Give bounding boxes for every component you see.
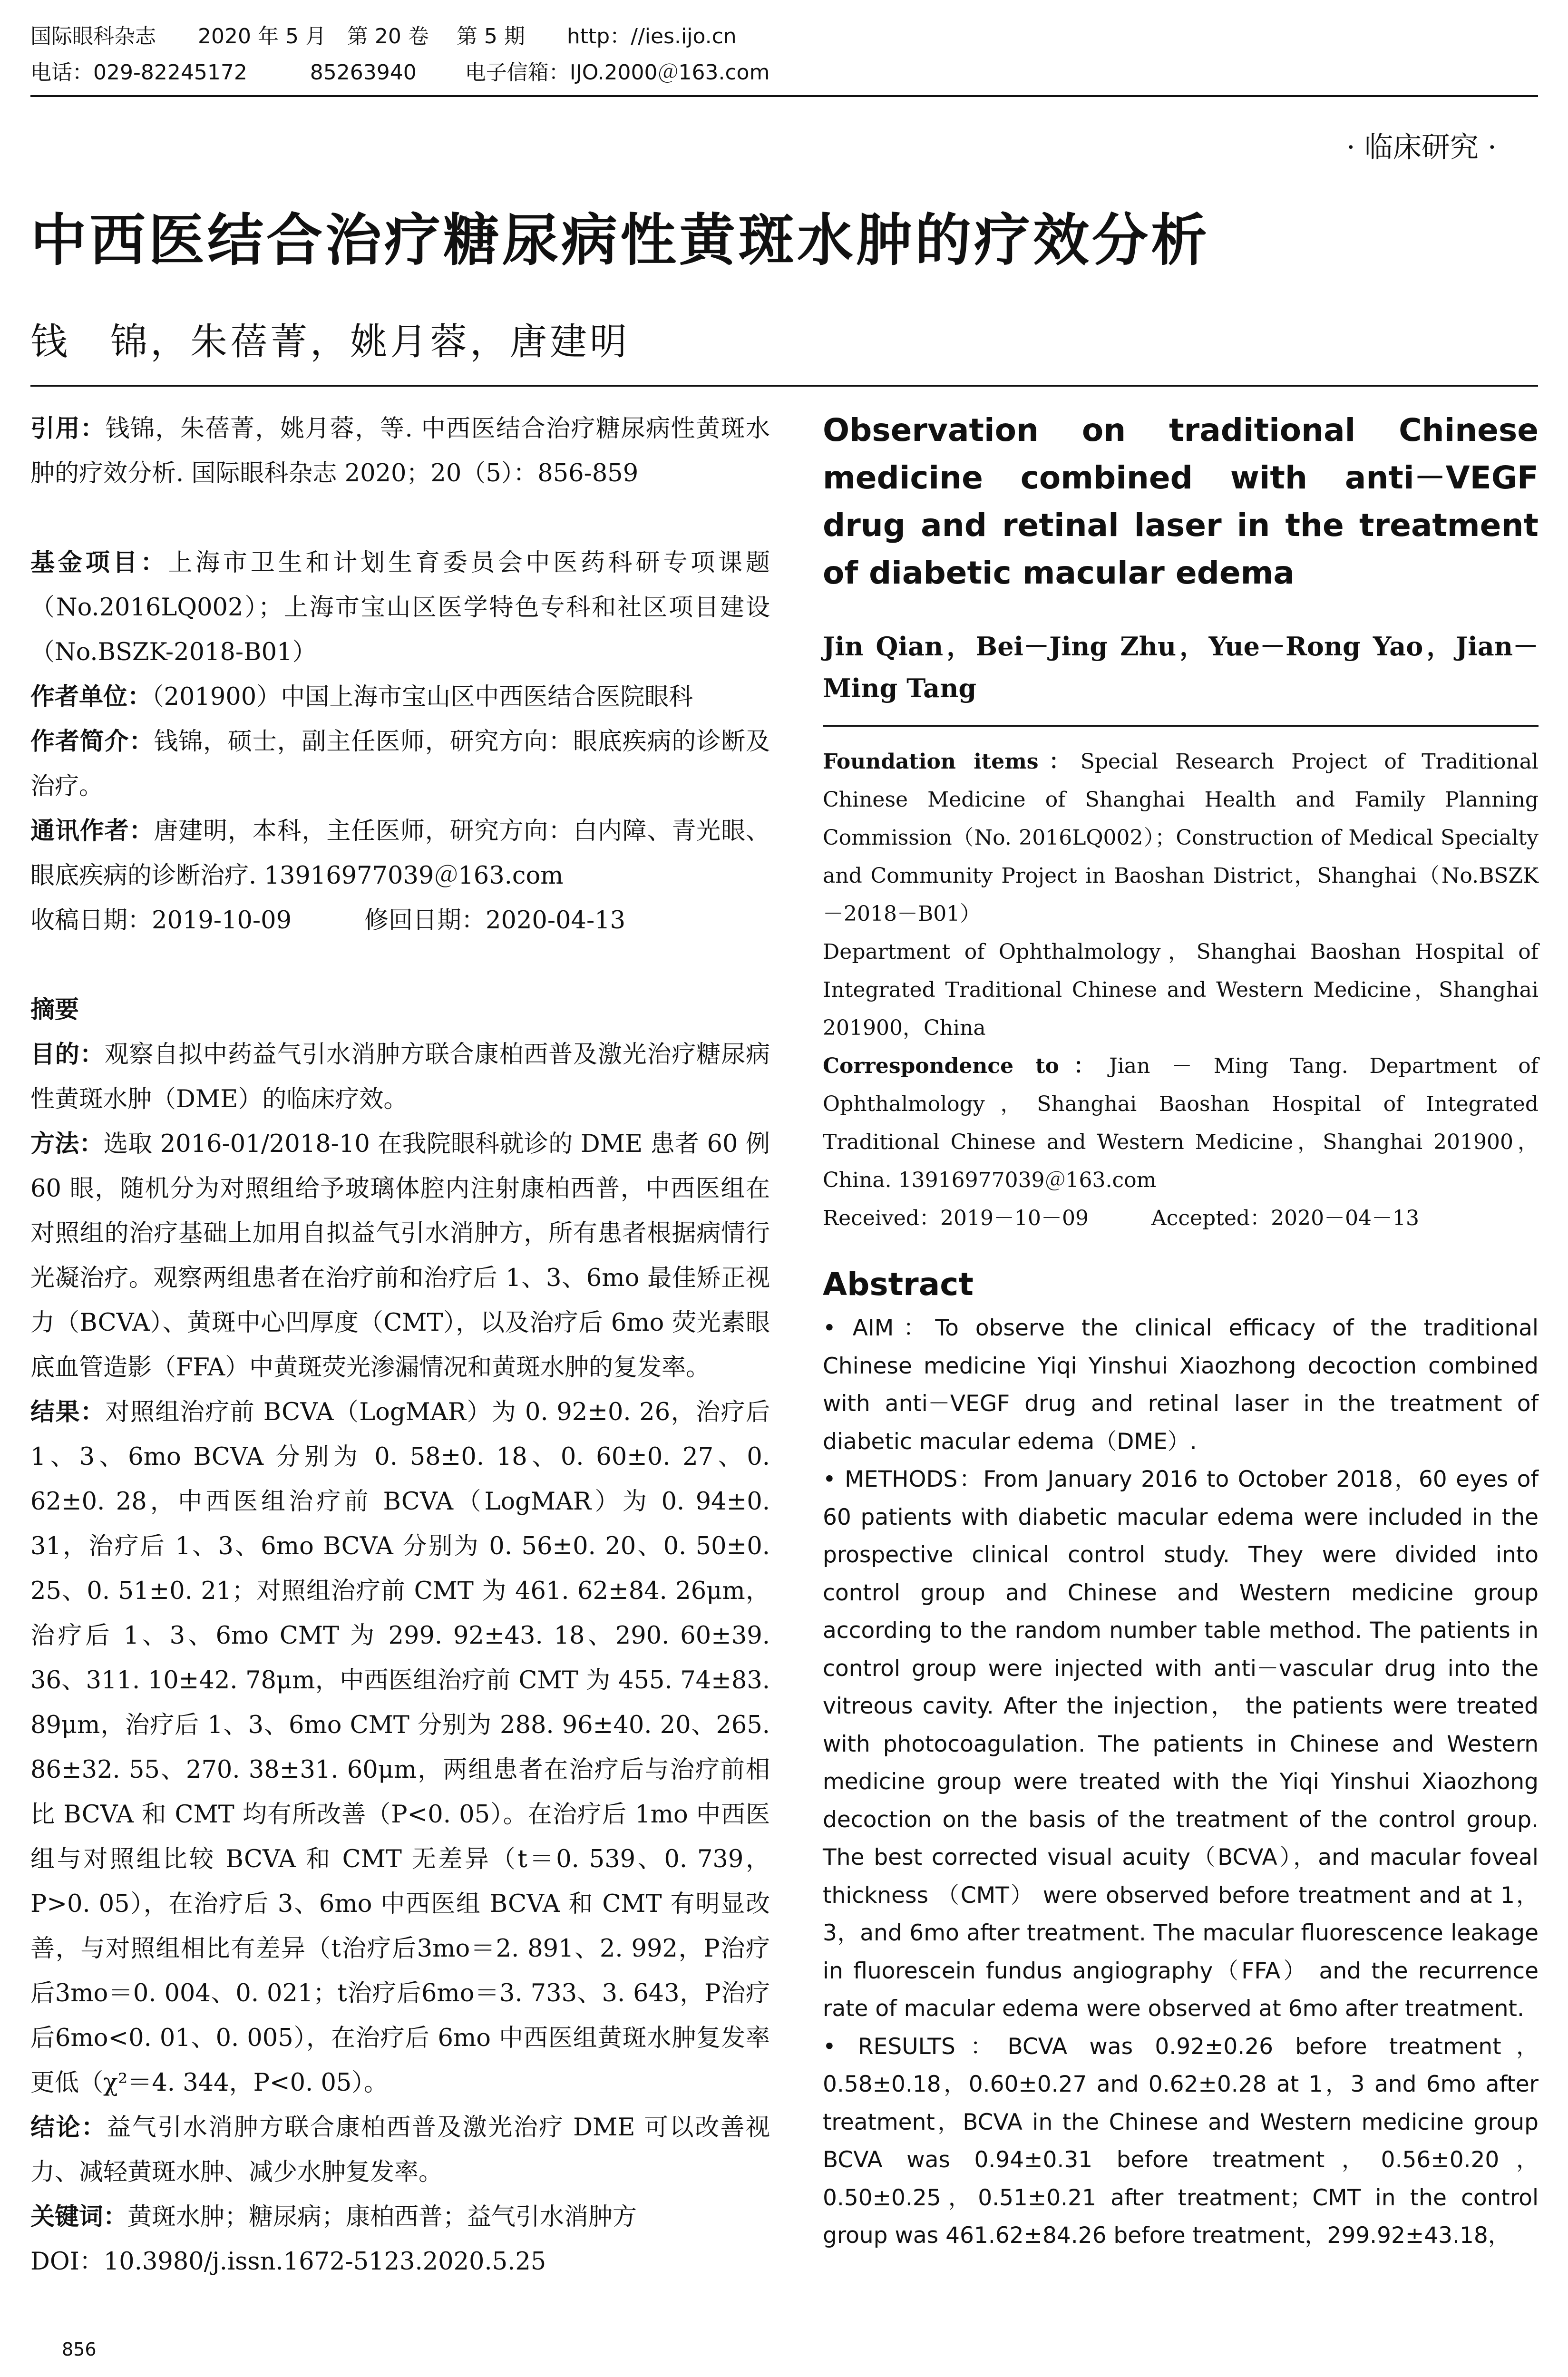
foundation-items-en: Foundation items：Special Research Project of Traditional Chinese Medicine of Shanghai Health and Family Planning Commission（No. 2016LQ002）；Construction of Medical Specialty and Community Project in Baoshan District，Shanghai（No.BSZK－2018－B01） — [823, 750, 1539, 926]
department-en: Department of Ophthalmology，Shanghai Baoshan Hospital of Integrated Traditional Chinese and Western Medicine，Shanghai 201900，China — [823, 940, 1539, 1040]
page-number: 856 — [62, 2339, 97, 2360]
abstract-results-cn: 结果：对照组治疗前 BCVA（LogMAR）为 0. 92±0. 26，治疗后 1、3、6mo BCVA 分别为 0. 58±0. 18、0. 60±0. 27、0. 62±0. 28，中西医组治疗前 BCVA（LogMAR）为 0. 94±0. 31，治疗后 1、3、6mo BCVA 分别为 0. 56±0. 20、0. 50±0. 25、0. 51±0. 21；对照组治疗前 CMT 为 461. 62±84. 26μm，治疗后 1、3、6mo CMT 为 299. 92±43. 18、290. 60±39. 36、311. 10±42. 78μm，中西医组治疗前 CMT 为 455. 74±83. 89μm，治疗后 1、3、6mo CMT 分别为 288. 96±40. 20、265. 86±32. 55、270. 38±31. 60μm，两组患者在治疗后与治疗前相比 BCVA 和 CMT 均有所改善（P<0. 05）。在治疗后 1mo 中西医组与对照组比较 BCVA 和 CMT 无差异（t＝0. 539、0. 739，P>0. 05），在治疗后 3、6mo 中西医组 BCVA 和 CMT 有明显改善，与对照组相比有差异（t治疗后3mo＝2. 891、2. 992，P治疗后3mo＝0. 004、0. 021；t治疗后6mo＝3. 733、3. 643，P治疗后6mo<0. 01、0. 005），在治疗后 6mo 中西医组黄斑水肿复发率更低（χ²＝4. 344，P<0. 05）。 — [30, 1398, 770, 2097]
abstract-heading-cn: 摘要 — [30, 996, 79, 1024]
dates-cn: 收稿日期：2019-10-09 修回日期：2020-04-13 — [30, 906, 626, 935]
citation: 引用：钱锦，朱蓓菁，姚月蓉，等. 中西医结合治疗糖尿病性黄斑水肿的疗效分析. 国际眼科杂志 2020；20（5）：856-859 — [30, 415, 770, 487]
author-unit: 作者单位：（201900）中国上海市宝山区中西医结合医院眼科 — [30, 683, 693, 711]
correspondence-en: Correspondence to：Jian － Ming Tang. Department of Ophthalmology，Shanghai Baoshan Hospital of Integrated Traditional Chinese and Western Medicine，Shanghai 201900，China. 13916977039＠163.com — [823, 1054, 1539, 1192]
left-column — [30, 407, 770, 2284]
keywords-cn: 关键词：黄斑水肿；糖尿病；康柏西普；益气引水消肿方 — [30, 2203, 637, 2231]
fund-items: 基金项目：上海市卫生和计划生育委员会中医药科研专项课题（No.2016LQ002）；上海市宝山区医学特色专科和社区项目建设（No.BSZK-2018-B01） — [30, 549, 770, 666]
article-title-en: Observation on traditional Chinese medicine combined with anti－VEGF drug and retinal laser in the treatment of diabetic macular edema — [823, 412, 1539, 591]
title-rule — [30, 385, 1538, 387]
header-rule — [30, 95, 1538, 97]
abstract-methods-en: • METHODS：From January 2016 to October 2018，60 eyes of 60 patients with diabetic macular edema were included in the prospective clinical control study. They were divided into control group and Chinese and Western medicine group according to the random number table method. The patients in control group were injected with anti－vascular drug into the vitreous cavity. After the injection， the patients were treated with photocoagulation. The patients in Chinese and Western medicine group were treated with the Yiqi Yinshui Xiaozhong decoction on the basis of the treatment of the control group. The best corrected visual acuity（BCVA），and macular foveal thickness （CMT） were observed before treatment and at 1，3，and 6mo after treatment. The macular fluorescence leakage in fluorescein fundus angiography（FFA） and the recurrence rate of macular edema were observed at 6mo after treatment. — [823, 1466, 1539, 2022]
author-bio: 作者简介：钱锦，硕士，副主任医师，研究方向：眼底疾病的诊断及治疗。 — [30, 728, 770, 800]
corresponding-author: 通讯作者：唐建明，本科，主任医师，研究方向：白内障、青光眼、眼底疾病的诊断治疗. 13916977039＠163.com — [30, 817, 770, 890]
right-rule — [823, 725, 1539, 727]
abstract-results-en: • RESULTS：BCVA was 0.92±0.26 before treatment，0.58±0.18，0.60±0.27 and 0.62±0.28 at 1，3 and 6mo after treatment，BCVA in the Chinese and Western medicine group BCVA was 0.94±0.31 before treatment，0.56±0.20，0.50±0.25，0.51±0.21 after treatment；CMT in the control group was 461.62±84.26 before treatment，299.92±43.18， — [823, 2033, 1539, 2249]
abstract-aim-cn: 目的：观察自拟中药益气引水消肿方联合康柏西普及激光治疗糖尿病性黄斑水肿（DME）的临床疗效。 — [30, 1041, 770, 1113]
abstract-aim-en: • AIM：To observe the clinical efficacy of the traditional Chinese medicine Yiqi Yinshui Xiaozhong decoction combined with anti－VEGF drug and retinal laser in the treatment of diabetic macular edema（DME）. — [823, 1315, 1539, 1455]
abstract-heading-en: Abstract — [823, 1266, 974, 1303]
journal-header-line-2: 电话：029-82245172 85263940 电子信箱：IJO.2000＠163.com — [30, 60, 770, 85]
dates-en: Received：2019－10－09 Accepted：2020－04－13 — [823, 1206, 1420, 1230]
abstract-methods-cn: 方法：选取 2016-01/2018-10 在我院眼科就诊的 DME 患者 60 例 60 眼，随机分为对照组给予玻璃体腔内注射康柏西普，中西医组在对照组的治疗基础上加用自拟益气引水消肿方，所有患者根据病情行光凝治疗。观察两组患者在治疗前和治疗后 1、3、6mo 最佳矫正视力（BCVA）、黄斑中心凹厚度（CMT），以及治疗后 6mo 荧光素眼底血管造影（FFA）中黄斑荧光渗漏情况和黄斑水肿的复发率。 — [30, 1130, 770, 1382]
journal-header-line-1: 国际眼科杂志 2020 年 5 月 第 20 卷 第 5 期 http：//ies.ijo.cn — [30, 24, 737, 49]
article-title-cn: 中西医结合治疗糖尿病性黄斑水肿的疗效分析 — [30, 207, 1210, 273]
section-tag: · 临床研究 · — [1346, 131, 1497, 164]
authors-cn: 钱 锦，朱蓓菁，姚月蓉，唐建明 — [30, 321, 630, 363]
right-column — [823, 407, 1539, 2255]
abstract-conclusion-cn: 结论：益气引水消肿方联合康柏西普及激光治疗 DME 可以改善视力、减轻黄斑水肿、减少水肿复发率。 — [30, 2114, 770, 2186]
authors-en: Jin Qian，Bei－Jing Zhu，Yue－Rong Yao，Jian－Ming Tang — [823, 631, 1539, 703]
doi: DOI：10.3980/j.issn.1672-5123.2020.5.25 — [30, 2248, 546, 2276]
